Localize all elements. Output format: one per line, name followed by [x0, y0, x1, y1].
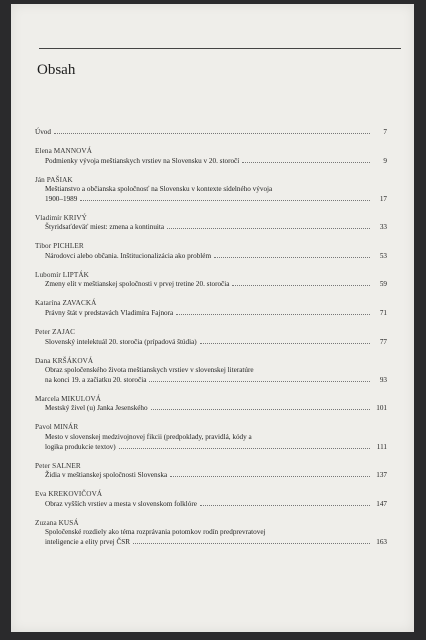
dot-leader [200, 505, 370, 506]
toc-entry [35, 490, 387, 509]
toc-author: Dana KRŠÁKOVÁ [35, 356, 94, 365]
dot-leader [200, 343, 370, 344]
table-of-contents [35, 128, 387, 557]
dot-leader [119, 448, 370, 449]
toc-title-line: 1900–1989 [45, 194, 78, 203]
toc-page-number: 101 [376, 404, 387, 413]
dot-leader [149, 381, 370, 382]
toc-entry [35, 128, 387, 138]
toc-entry [35, 395, 387, 414]
toc-author: Marcela MIKULOVÁ [35, 394, 102, 403]
dot-leader [232, 285, 370, 286]
toc-author: Pavol MINÁR [35, 423, 79, 432]
toc-title-line: Židia v meštianskej spoločnosti Slovenska [45, 471, 168, 480]
toc-author: Zuzana KUSÁ [35, 518, 79, 527]
toc-title-line: Úvod [35, 128, 51, 136]
toc-author: Peter ZAJAC [35, 328, 76, 337]
toc-page-number: 77 [379, 337, 387, 346]
toc-entry [35, 299, 387, 318]
dot-leader [242, 162, 370, 163]
toc-title-line: Mestský živel (u) Janka Jesenského [45, 404, 148, 413]
toc-author: Elena MANNOVÁ [35, 146, 92, 155]
toc-page-number: 71 [379, 309, 387, 318]
dot-leader [170, 476, 370, 477]
toc-entry [35, 357, 387, 386]
header-rule [39, 48, 401, 49]
toc-entry [35, 176, 387, 205]
toc-page-number: 163 [376, 537, 387, 546]
toc-title-line: inteligencie a elity prvej ČSR [45, 537, 131, 546]
toc-entry [35, 242, 387, 261]
toc-entry [35, 519, 387, 548]
dot-leader [214, 257, 370, 258]
toc-entry [35, 462, 387, 481]
toc-author: Lubomír LIPTÁK [35, 270, 89, 279]
toc-title-line: Právny štát v predstavách Vladimíra Fajnora [45, 309, 174, 318]
toc-page-number: 93 [379, 375, 387, 384]
book-page [11, 4, 414, 632]
toc-entry [35, 214, 387, 233]
toc-title-line: Zmeny elít v meštianskej spoločnosti v prvej tretine 20. storočia [45, 280, 230, 289]
toc-page-number: 9 [383, 156, 387, 165]
toc-title-line: Meštianstvo a občianska spoločnosť na Slovensku v kontexte sídelného vývoja [45, 185, 273, 194]
toc-title-line: Spoločenské rozdiely ako téma rozprávania potomkov rodín predprevratovej [45, 528, 266, 537]
dot-leader [54, 133, 370, 134]
toc-page-number: 111 [376, 442, 387, 451]
toc-title-line: Národovci alebo občania. Inštitucionalizácia ako problém [45, 251, 212, 260]
toc-page-number: 59 [379, 280, 387, 289]
toc-entry [35, 328, 387, 347]
toc-page-number: 137 [376, 471, 387, 480]
toc-title-line: Štyridsaťdeväť miest: zmena a kontinuita [45, 223, 165, 232]
toc-author: Ján PAŠIAK [35, 175, 73, 184]
toc-author: Vladimír KRIVÝ [35, 213, 87, 222]
dot-leader [151, 409, 370, 410]
toc-title-line: Slovenský intelektuál 20. storočia (prípadová štúdia) [45, 337, 197, 346]
toc-page-number: 7 [383, 128, 387, 136]
toc-page-number: 33 [379, 223, 387, 232]
dot-leader [167, 228, 370, 229]
toc-title-line: Obraz spoločenského života meštianskych vrstiev v slovenskej literatúre [45, 366, 254, 375]
toc-page-number: 147 [376, 499, 387, 508]
toc-title-line: Mesto v slovenskej medzivojnovej fikcii (predpoklady, pravidlá, kódy a [45, 432, 252, 441]
toc-author: Katarína ZAVACKÁ [35, 299, 97, 308]
dot-leader [80, 200, 370, 201]
toc-entry [35, 147, 387, 166]
dot-leader [133, 543, 370, 544]
toc-page-number: 53 [379, 251, 387, 260]
toc-title-line: Obraz vyšších vrstiev a mesta v slovenskom folklóre [45, 499, 197, 508]
toc-entry [35, 423, 387, 452]
toc-author: Eva KREKOVIČOVÁ [35, 490, 103, 499]
dot-leader [176, 314, 370, 315]
toc-title-line: Podmienky vývoja meštianskych vrstiev na Slovensku v 20. storočí [45, 156, 240, 165]
toc-author: Tibor PICHLER [35, 242, 84, 251]
toc-title-line: na konci 19. a začiatku 20. storočia [45, 375, 147, 384]
toc-entry [35, 271, 387, 290]
toc-title-line: logika produkcie textov) [45, 442, 116, 451]
toc-author: Peter SALNER [35, 461, 81, 470]
toc-page-number: 17 [379, 194, 387, 203]
page-title: Obsah [37, 62, 76, 78]
